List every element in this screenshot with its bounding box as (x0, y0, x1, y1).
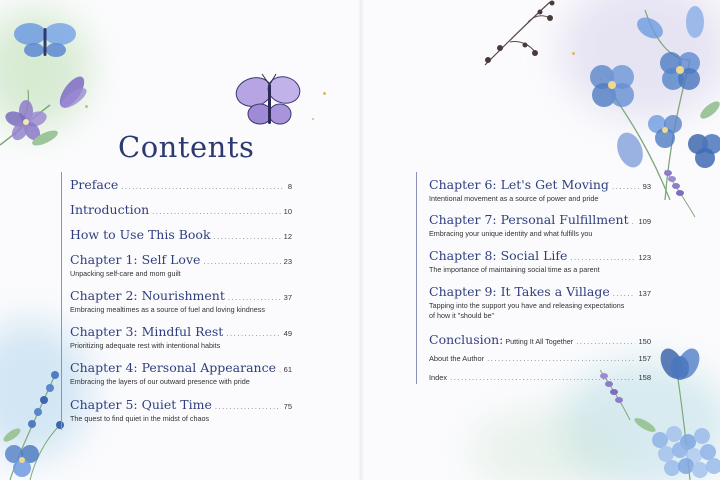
toc-entry-title: Chapter 6: Let's Get Moving (429, 177, 609, 192)
toc-page-number: 123 (638, 253, 651, 262)
toc-entry-title: Chapter 9: It Takes a Village (429, 284, 610, 299)
toc-entry-chapter-7[interactable] (429, 212, 651, 239)
toc-entry-chapter-6[interactable] (429, 177, 651, 204)
toc-entry-title: About the Author (429, 354, 485, 363)
toc-entry-title: Chapter 3: Mindful Rest (70, 324, 224, 339)
toc-page-number: 93 (642, 182, 651, 191)
toc-entry-title: Chapter 7: Personal Fulfillment (429, 212, 629, 227)
butterfly-icon (10, 18, 80, 63)
toc-entry-title: Introduction (70, 202, 150, 217)
toc-entry-title: Chapter 4: Personal Appearance (70, 360, 276, 375)
toc-page-number: 109 (638, 217, 651, 226)
toc-entry-subtitle: Embracing your unique identity and what fulfills you (429, 229, 593, 238)
toc-page-number: 23 (283, 257, 292, 266)
toc-entry-title: Chapter 2: Nourishment (70, 288, 225, 303)
toc-entry-title: How to Use This Book (70, 227, 211, 242)
flower-icon (656, 345, 704, 382)
toc-entry-chapter-4[interactable] (70, 360, 292, 387)
toc-entry-index[interactable] (429, 373, 651, 382)
branch-icon (480, 0, 560, 70)
toc-entry-subtitle: Embracing the layers of our outward presence with pride (70, 377, 250, 386)
toc-entry-chapter-2[interactable] (70, 288, 292, 315)
toc-page-number: 150 (638, 337, 651, 346)
purple-flowers-top-left (0, 50, 105, 160)
toc-entry-title: Chapter 8: Social Life (429, 248, 568, 263)
dot-leader (576, 337, 635, 346)
toc-entry-title: Preface (70, 177, 119, 192)
dot-leader (632, 217, 636, 226)
toc-entry-chapter-1[interactable] (70, 252, 292, 279)
gold-speck (312, 118, 314, 120)
toc-page-number: 12 (283, 232, 292, 241)
toc-entry-subtitle: Unpacking self-care and mom guilt (70, 269, 181, 278)
watercolor-wash-bottom-center (470, 410, 620, 480)
toc-entry-subtitle: Embracing mealtimes as a source of fuel and loving kindness (70, 305, 265, 314)
toc-entry-subtitle: Prioritizing adequate rest with intentional habits (70, 341, 221, 350)
page-gutter (358, 0, 364, 480)
toc-entry-chapter-3[interactable] (70, 324, 292, 351)
dot-leader (612, 182, 640, 191)
toc-page-number: 75 (283, 402, 292, 411)
toc-page-number: 137 (638, 289, 651, 298)
toc-page-number: 10 (283, 207, 292, 216)
dot-leader (613, 289, 636, 298)
dot-leader (228, 293, 281, 302)
dot-leader (215, 402, 281, 411)
blue-flowers-bottom-left (0, 360, 75, 480)
page-title: Contents (118, 130, 255, 164)
toc-entry-title: Conclusion: (429, 332, 504, 347)
right-column-rule (416, 172, 417, 384)
toc-entry-subtitle: Intentional movement as a source of power and pride (429, 194, 599, 203)
lavender-icon (660, 165, 700, 220)
dot-leader (450, 373, 635, 382)
toc-page-number: 37 (283, 293, 292, 302)
dot-leader (487, 354, 635, 363)
toc-page-number: 49 (283, 329, 292, 338)
flower-icon (590, 65, 634, 107)
flowers-bottom-right (600, 330, 720, 480)
toc-entry-preface[interactable] (70, 177, 292, 192)
dot-leader (570, 253, 635, 262)
toc-entry-subtitle: Putting It All Together (505, 337, 574, 346)
toc-entry-about-author[interactable] (429, 354, 651, 363)
toc-entry-title: Chapter 1: Self Love (70, 252, 201, 267)
gold-speck (85, 105, 88, 108)
toc-entry-introduction[interactable] (70, 202, 292, 217)
toc-entry-how-to-use[interactable] (70, 227, 292, 242)
toc-entry-subtitle: The importance of maintaining social time as a parent (429, 265, 600, 274)
dot-leader (121, 182, 285, 191)
toc-entry-conclusion[interactable] (429, 332, 651, 347)
flower-icon (688, 134, 720, 168)
toc-entry-subtitle: The quest to find quiet in the midst of chaos (70, 414, 210, 423)
toc-page-number: 158 (638, 373, 651, 382)
toc-entry-title: Chapter 5: Quiet Time (70, 397, 212, 412)
toc-entry-title: Index (429, 373, 448, 382)
toc-entry-chapter-8[interactable] (429, 248, 651, 275)
dot-leader (214, 232, 281, 241)
dot-leader (203, 257, 280, 266)
hydrangea-cluster (652, 426, 720, 478)
dot-leader (152, 207, 280, 216)
flower-icon (648, 115, 682, 148)
toc-page-number: 157 (638, 354, 651, 363)
left-column-rule (61, 172, 62, 430)
dot-leader (226, 329, 280, 338)
toc-entry-chapter-9[interactable] (429, 284, 651, 322)
toc-page-number: 61 (283, 365, 292, 374)
butterfly-icon (232, 70, 307, 138)
toc-entry-chapter-5[interactable] (70, 397, 292, 424)
gold-speck (323, 92, 326, 95)
flower-icon (660, 52, 700, 90)
toc-entry-subtitle: Tapping into the support you have and releasing expectations of how it "should be" (429, 301, 625, 321)
dot-leader (279, 365, 281, 374)
toc-page-number: 8 (287, 182, 292, 191)
